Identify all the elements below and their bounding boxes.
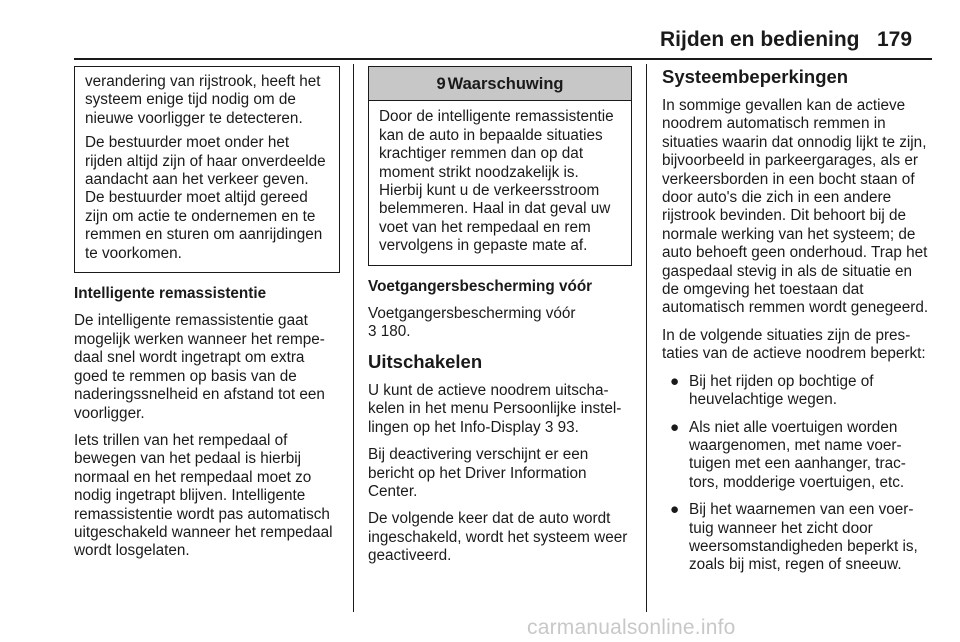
section-heading-uitschakelen: Uitschakelen — [368, 350, 483, 372]
column-divider-right — [646, 64, 647, 612]
bullet-icon: ● — [670, 372, 680, 390]
column-3 — [662, 66, 930, 584]
warning-box — [368, 66, 632, 266]
column-divider-left — [353, 64, 354, 612]
list-item: ● Bij het waarnemen van een voertuig wanneer het zicht door weersomstandigheden beperkt is, zoals bij mist, regen of sneeuw. — [670, 501, 918, 574]
paragraph: In sommige gevallen kan de actieve noodrem automatisch remmen in situaties waarin dat onnodig lijkt te zijn, bijvoorbeeld in parkeergarages, als er verkeersborden in een bocht staan of door auto's die zich in een andere rijstrook bevinden. Dit behoort bij de normale werking van het systeem; de auto behoeft geen onderhoud. Trap het gaspedaal stevig in als de situatie en de omgeving het toestaan dat automatisch remmen wordt genegeerd. — [662, 97, 929, 317]
warning-icon: 9 — [436, 75, 446, 93]
note-paragraph: De bestuurder moet onder het rijden altijd zijn of haar onverdeelde aandacht aan het verkeer geven. De bestuurder moet altijd gereed zijn om actie te ondernemen en te remmen en sturen om aanrijdingen te voorkomen. — [85, 134, 326, 262]
header-rule — [74, 58, 932, 60]
page-ref-icon: 3 — [368, 323, 377, 341]
paragraph: De intelligente remassistentie gaat mogelijk werken wanneer het rempedaal snel wordt ingetrapt om extra goed te remmen op basis van de naderingssnelheid en afstand tot een voorligger. — [74, 312, 325, 422]
column-1 — [74, 66, 340, 570]
page-ref-link[interactable]: 93. — [557, 418, 579, 436]
bullet-icon: ● — [670, 418, 680, 436]
note-box — [74, 66, 340, 273]
page-number: 179 — [877, 28, 913, 51]
uit-text: U kunt de actieve noodrem uitschakelen in het menu Persoonlijke instellingen op het Info-Display — [368, 381, 622, 436]
warning-text: Door de intelligente remassistentie kan de auto in bepaalde situaties krachtiger remmen dan op dat moment strikt noodzakelijk is. Hierbij kunt u de verkeersstroom belemmeren. Haal in dat geval uw voet van het rempedaal en rem vervolgens in gepaste mate af. — [379, 108, 614, 255]
note-paragraph: verandering van rijstrook, heeft het systeem enige tijd nodig om de nieuwe voorligger te detecteren. — [85, 73, 321, 127]
bullet-icon: ● — [670, 501, 680, 519]
list-item: ● Als niet alle voertuigen worden waargenomen, met name voertuigen met een aanhanger, tractors, modderige voertuigen, etc. — [670, 418, 906, 491]
paragraph: De volgende keer dat de auto wordt ingeschakeld, wordt het systeem weer geactiveerd. — [368, 510, 628, 565]
list-item: ● Bij het rijden op bochtige of heuvelachtige wegen. — [670, 372, 874, 409]
paragraph: Bij deactivering verschijnt er een bericht op het Driver Information Center. — [368, 446, 589, 500]
section-heading-systeembeperkingen: Systeembeperkingen — [662, 66, 849, 87]
page-ref-link[interactable]: 180. — [380, 323, 411, 341]
column-2 — [368, 66, 632, 575]
page-title: Rijden en bediening — [660, 28, 860, 51]
warning-header — [369, 67, 631, 101]
warning-title: Waarschuwing — [447, 75, 564, 93]
paragraph: In de volgende situaties zijn de prestaties van de actieve noodrem beperkt: — [662, 326, 926, 363]
watermark: carmanualsonline.info — [527, 616, 736, 639]
ped-text: Voetgangersbescherming vóór — [368, 305, 576, 323]
paragraph — [368, 305, 632, 342]
paragraph: Iets trillen van het rempedaal of bewegen van het pedaal is hierbij normaal en het rempedaal moet zo nodig ingetrapt blijven. Intelligente remassistentie wordt pas automatisch uitgeschakeld wanneer het rempedaal wordt losgelaten. — [74, 431, 333, 560]
section-heading-voetgangersbescherming: Voetgangersbescherming vóór — [368, 277, 593, 295]
paragraph — [368, 382, 632, 437]
section-heading-intelligente-remassistentie: Intelligente remassistentie — [74, 285, 267, 303]
page-ref-icon: 3 — [544, 418, 554, 436]
bullet-list — [662, 373, 930, 575]
